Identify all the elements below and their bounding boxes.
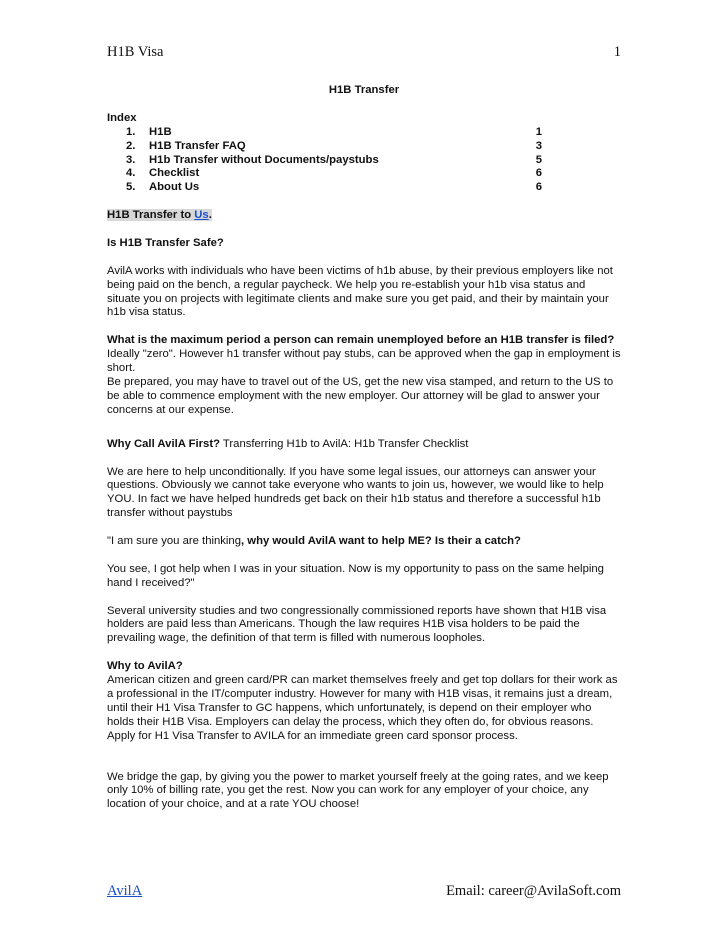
index-item[interactable] [107, 126, 621, 140]
header-page-number: 1 [613, 44, 621, 60]
index-item-number: 2. [126, 139, 136, 152]
why-call-first-bold: Why Call AvilA First? [107, 437, 220, 450]
paragraph-studies: Several university studies and two congressionally commissioned reports have shown that H1B visa holders are paid less than Americans. Though the law requires H1B visa holders to be paid the prevailing wage, the definition of that term is filled with numerous loopholes. [107, 604, 607, 645]
paragraph-be-prepared: Be prepared, you may have to travel out of the US, get the new visa stamped, and return to the US to be able to commence employment with the new employer. Our attorney will be glad to answer your concerns at our expense. [107, 375, 614, 416]
paragraph-bridge-gap: We bridge the gap, by giving you the power to market yourself freely at the going rates, and we keep only 10% of billing rate, you get the rest. Now you can work for any employer of your choice, any location of your choice, and at a rate YOU choose! [107, 770, 609, 811]
section-heading-suffix: . [208, 209, 212, 222]
quote-bold: , why would AvilA want to help ME? Is their a catch? [241, 535, 521, 548]
paragraph-ideally-zero: Ideally "zero". However h1 transfer without pay stubs, can be approved when the gap in employment is short. [107, 348, 621, 375]
index-item-page: 6 [535, 167, 542, 180]
index-item-label: H1B Transfer FAQ [149, 139, 246, 152]
page-header [107, 44, 621, 64]
index-heading: Index [107, 111, 137, 124]
index-item-page: 1 [535, 125, 542, 138]
header-title: H1B Visa [107, 44, 164, 60]
index-item-page: 5 [535, 153, 542, 166]
index-item-page: 3 [535, 139, 542, 152]
page-footer [107, 883, 621, 903]
quote-line [107, 535, 621, 549]
why-call-first [107, 438, 621, 452]
paragraph-safe-answer: AvilA works with individuals who have been victims of h1b abuse, by their previous employers like not being paid on the bench, a regular paycheck. We help you re-establish your h1b visa status and situate you on projects with legitimate clients and make sure you get paid, and their by maintain your h1b visa status. [107, 264, 613, 319]
index-item-page: 6 [535, 181, 542, 194]
document-title: H1B Transfer [328, 84, 400, 96]
paragraph-help-unconditionally: We are here to help unconditionally. If you have some legal issues, our attorneys can answer your questions. Obviously we cannot take everyone who wants to join us, however, we would like to help YOU. In fact we have helped hundreds get back on their h1b status and therefore a successful h1b transfer without paystubs [107, 465, 604, 520]
index-list [107, 126, 621, 195]
us-link[interactable]: Us [194, 209, 209, 222]
index-item-label: H1b Transfer without Documents/paystubs [149, 153, 379, 166]
index-item[interactable] [107, 167, 621, 181]
index-item-label: H1B [149, 125, 172, 138]
document-body [107, 84, 621, 826]
section-heading [107, 209, 621, 223]
index-item[interactable] [107, 181, 621, 195]
question-max-period: What is the maximum period a person can remain unemployed before an H1B transfer is filed? [107, 334, 615, 347]
why-avila-heading: Why to AvilA? [107, 660, 183, 673]
index-item-label: Checklist [149, 167, 200, 180]
index-item-number: 1. [126, 125, 136, 138]
paragraph-why-avila: American citizen and green card/PR can market themselves freely and get top dollars for their work as a professional in the IT/computer industry. However for many with H1B visas, it remains just a dream, until their H1 Visa Transfer to GC happens, which unfortunately, is depend on their employer who holds their H1B Visa. Employers can delay the process, which they often do, for obvious reasons. Apply for H1 Visa Transfer to AVILA for an immediate green card sponsor process. [107, 674, 618, 742]
paragraph-got-help: You see, I got help when I was in your situation. Now is my opportunity to pass on the same helping hand I received?" [107, 562, 604, 589]
index-item-number: 5. [126, 181, 136, 194]
quote-plain: "I am sure you are thinking [107, 535, 241, 548]
index-item-number: 4. [126, 167, 136, 180]
index-item-number: 3. [126, 153, 136, 166]
index-item-label: About Us [149, 181, 200, 194]
section-heading-prefix: H1B Transfer to [107, 209, 195, 222]
footer-avila-link[interactable]: AvilA [107, 883, 143, 899]
question-safe: Is H1B Transfer Safe? [107, 236, 224, 249]
footer-email: Email: career@AvilaSoft.com [446, 883, 621, 899]
index-item[interactable] [107, 140, 621, 154]
why-call-first-rest: Transferring H1b to AvilA: H1b Transfer Checklist [219, 437, 469, 450]
index-item[interactable] [107, 154, 621, 168]
